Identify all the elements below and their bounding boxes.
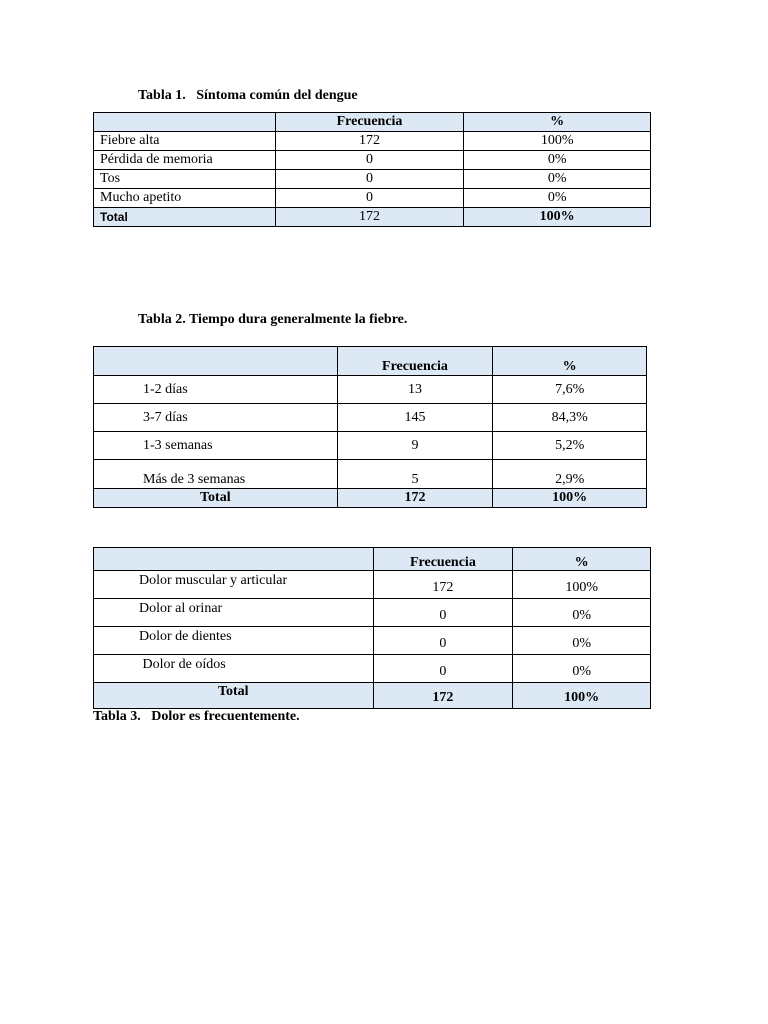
table-header-row — [94, 347, 647, 376]
header-frecuencia: Frecuencia — [373, 548, 513, 571]
table-total-row — [94, 208, 651, 227]
total-label: Total — [94, 683, 374, 709]
header-empty — [94, 113, 276, 132]
table-header-row — [94, 113, 651, 132]
row-percent: 0% — [513, 599, 651, 627]
row-percent: 100% — [513, 571, 651, 599]
table-row — [94, 599, 651, 627]
row-frecuencia: 9 — [337, 432, 493, 460]
row-frecuencia: 0 — [373, 599, 513, 627]
row-frecuencia: 0 — [275, 170, 464, 189]
header-frecuencia: Frecuencia — [337, 347, 493, 376]
row-label: Pérdida de memoria — [94, 151, 276, 170]
table-header-row — [94, 548, 651, 571]
table-row — [94, 404, 647, 432]
total-frecuencia: 172 — [337, 489, 493, 508]
row-frecuencia: 5 — [337, 460, 493, 489]
total-percent: 100% — [493, 489, 647, 508]
row-percent: 7,6% — [493, 376, 647, 404]
total-percent: 100% — [513, 683, 651, 709]
row-frecuencia: 0 — [275, 151, 464, 170]
row-label: 3-7 días — [94, 404, 338, 432]
table-total-row — [94, 489, 647, 508]
row-percent: 84,3% — [493, 404, 647, 432]
row-frecuencia: 145 — [337, 404, 493, 432]
row-percent: 0% — [513, 627, 651, 655]
row-percent: 0% — [464, 170, 651, 189]
row-label: Dolor de dientes — [94, 627, 374, 655]
header-percent: % — [464, 113, 651, 132]
row-frecuencia: 0 — [373, 627, 513, 655]
row-label: Fiebre alta — [94, 132, 276, 151]
row-frecuencia: 172 — [373, 571, 513, 599]
table-row — [94, 170, 651, 189]
table-row — [94, 376, 647, 404]
row-frecuencia: 13 — [337, 376, 493, 404]
table3-caption: Tabla 3. Dolor es frecuentemente. — [93, 709, 300, 724]
table-row — [94, 189, 651, 208]
row-label: Más de 3 semanas — [94, 460, 338, 489]
row-frecuencia: 0 — [275, 189, 464, 208]
row-frecuencia: 0 — [373, 655, 513, 683]
table-row — [94, 132, 651, 151]
header-empty — [94, 347, 338, 376]
table-row — [94, 432, 647, 460]
header-empty — [94, 548, 374, 571]
total-label: Total — [94, 208, 276, 227]
row-label: 1-3 semanas — [94, 432, 338, 460]
total-frecuencia: 172 — [275, 208, 464, 227]
row-percent: 5,2% — [493, 432, 647, 460]
table-total-row — [94, 683, 651, 709]
header-frecuencia: Frecuencia — [275, 113, 464, 132]
table1 — [93, 112, 651, 227]
table-row — [94, 627, 651, 655]
header-percent: % — [513, 548, 651, 571]
header-percent: % — [493, 347, 647, 376]
row-label: Tos — [94, 170, 276, 189]
total-percent: 100% — [464, 208, 651, 227]
total-frecuencia: 172 — [373, 683, 513, 709]
row-percent: 0% — [513, 655, 651, 683]
table1-caption: Tabla 1. Síntoma común del dengue — [138, 88, 358, 103]
table2-caption: Tabla 2. Tiempo dura generalmente la fiebre. — [138, 312, 408, 327]
table-row — [94, 655, 651, 683]
table-row — [94, 151, 651, 170]
row-percent: 100% — [464, 132, 651, 151]
row-label: Dolor de oídos — [94, 655, 374, 683]
row-label: Dolor muscular y articular — [94, 571, 374, 599]
row-percent: 0% — [464, 189, 651, 208]
row-percent: 0% — [464, 151, 651, 170]
table3 — [93, 547, 651, 709]
row-label: Dolor al orinar — [94, 599, 374, 627]
total-label: Total — [94, 489, 338, 508]
row-percent: 2,9% — [493, 460, 647, 489]
table-row — [94, 571, 651, 599]
table2 — [93, 346, 647, 508]
row-frecuencia: 172 — [275, 132, 464, 151]
table-row — [94, 460, 647, 489]
row-label: Mucho apetito — [94, 189, 276, 208]
row-label: 1-2 días — [94, 376, 338, 404]
